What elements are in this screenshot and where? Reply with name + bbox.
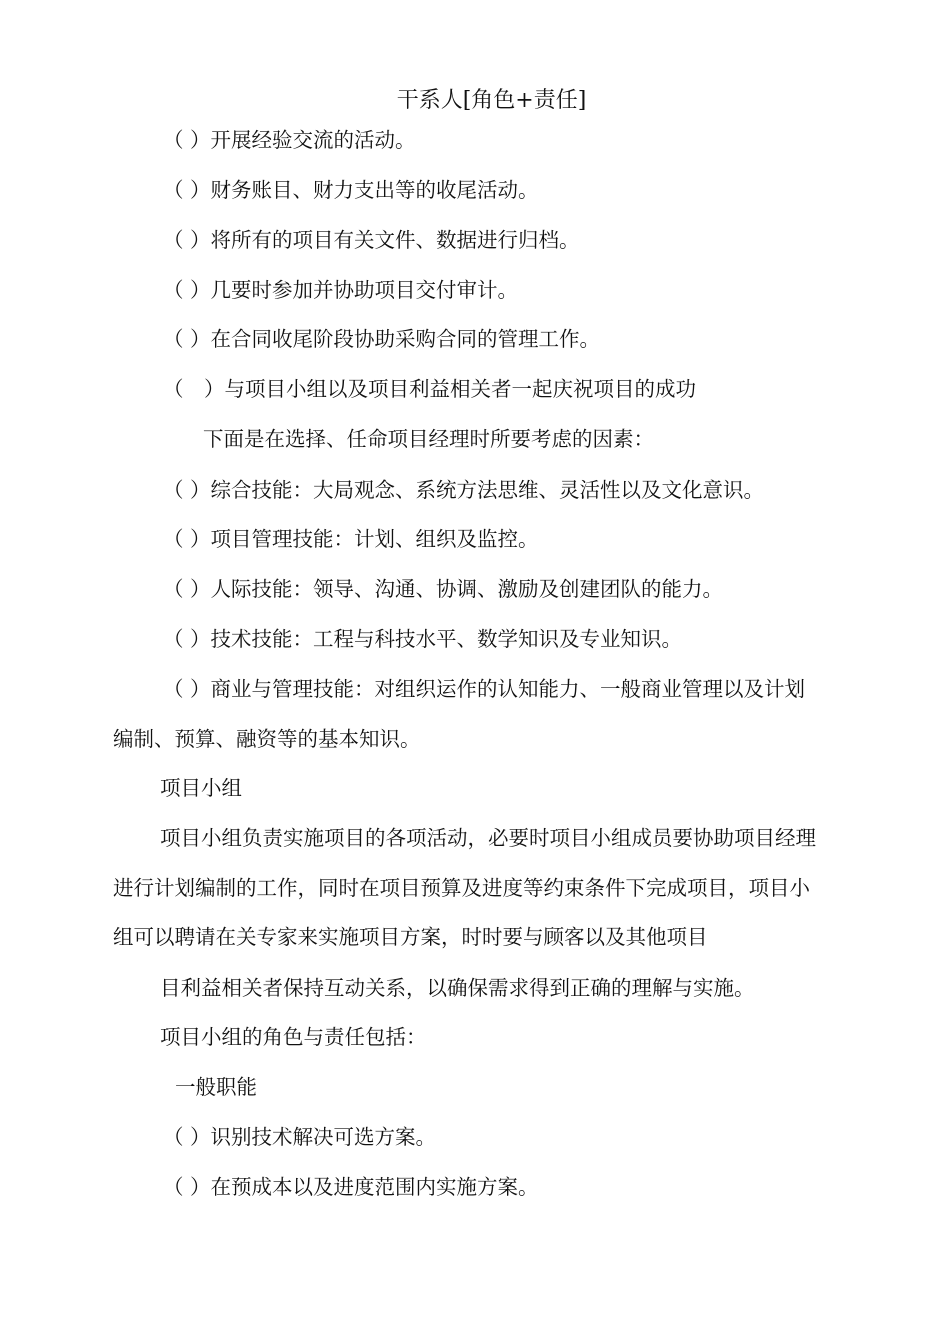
paragraph-line: （ ）在预成本以及进度范围内实施方案。 [163, 1175, 539, 1199]
paragraph-line: 组可以聘请在关专家来实施项目方案，时时要与顾客以及其他项目 [113, 925, 708, 949]
page-title: 干系人[角色+责任] [396, 88, 587, 113]
paragraph-line: （ ）人际技能：领导、沟通、协调、激励及创建团队的能力。 [163, 577, 724, 601]
paragraph-line: （ ）项目管理技能：计划、组织及监控。 [163, 527, 539, 551]
paragraph-line: （ ）商业与管理技能：对组织运作的认知能力、一般商业管理以及计划 [163, 677, 806, 701]
section-heading: 一般职能 [175, 1075, 257, 1099]
paragraph-line: 目利益相关者保持互动关系，以确保需求得到正确的理解与实施。 [160, 976, 755, 1000]
paragraph-line: （ ）财务账目、财力支出等的收尾活动。 [163, 178, 539, 202]
paragraph-line: （ ）在合同收尾阶段协助采购合同的管理工作。 [163, 327, 601, 351]
paragraph-line: 进行计划编制的工作，同时在项目预算及进度等约束条件下完成项目，项目小 [113, 876, 810, 900]
section-heading: 项目小组 [160, 776, 242, 800]
paragraph-line: （ ）与项目小组以及项目利益相关者一起庆祝项目的成功 [163, 377, 696, 401]
paragraph-line: （ ）综合技能：大局观念、系统方法思维、灵活性以及文化意识。 [163, 478, 765, 502]
paragraph-line: 项目小组的角色与责任包括： [160, 1025, 427, 1049]
paragraph-line: （ ）几要时参加并协助项目交付审计。 [163, 278, 519, 302]
paragraph-line: （ ）将所有的项目有关文件、数据进行归档。 [163, 228, 580, 252]
paragraph-line: 下面是在选择、任命项目经理时所要考虑的因素： [203, 427, 654, 451]
paragraph-line: 编制、预算、融资等的基本知识。 [113, 727, 421, 751]
paragraph-line: 项目小组负责实施项目的各项活动，必要时项目小组成员要协助项目经理 [160, 826, 816, 850]
paragraph-line: （ ）技术技能：工程与科技水平、数学知识及专业知识。 [163, 627, 683, 651]
paragraph-line: （ ）开展经验交流的活动。 [163, 128, 416, 152]
paragraph-line: （ ）识别技术解决可选方案。 [163, 1125, 437, 1149]
